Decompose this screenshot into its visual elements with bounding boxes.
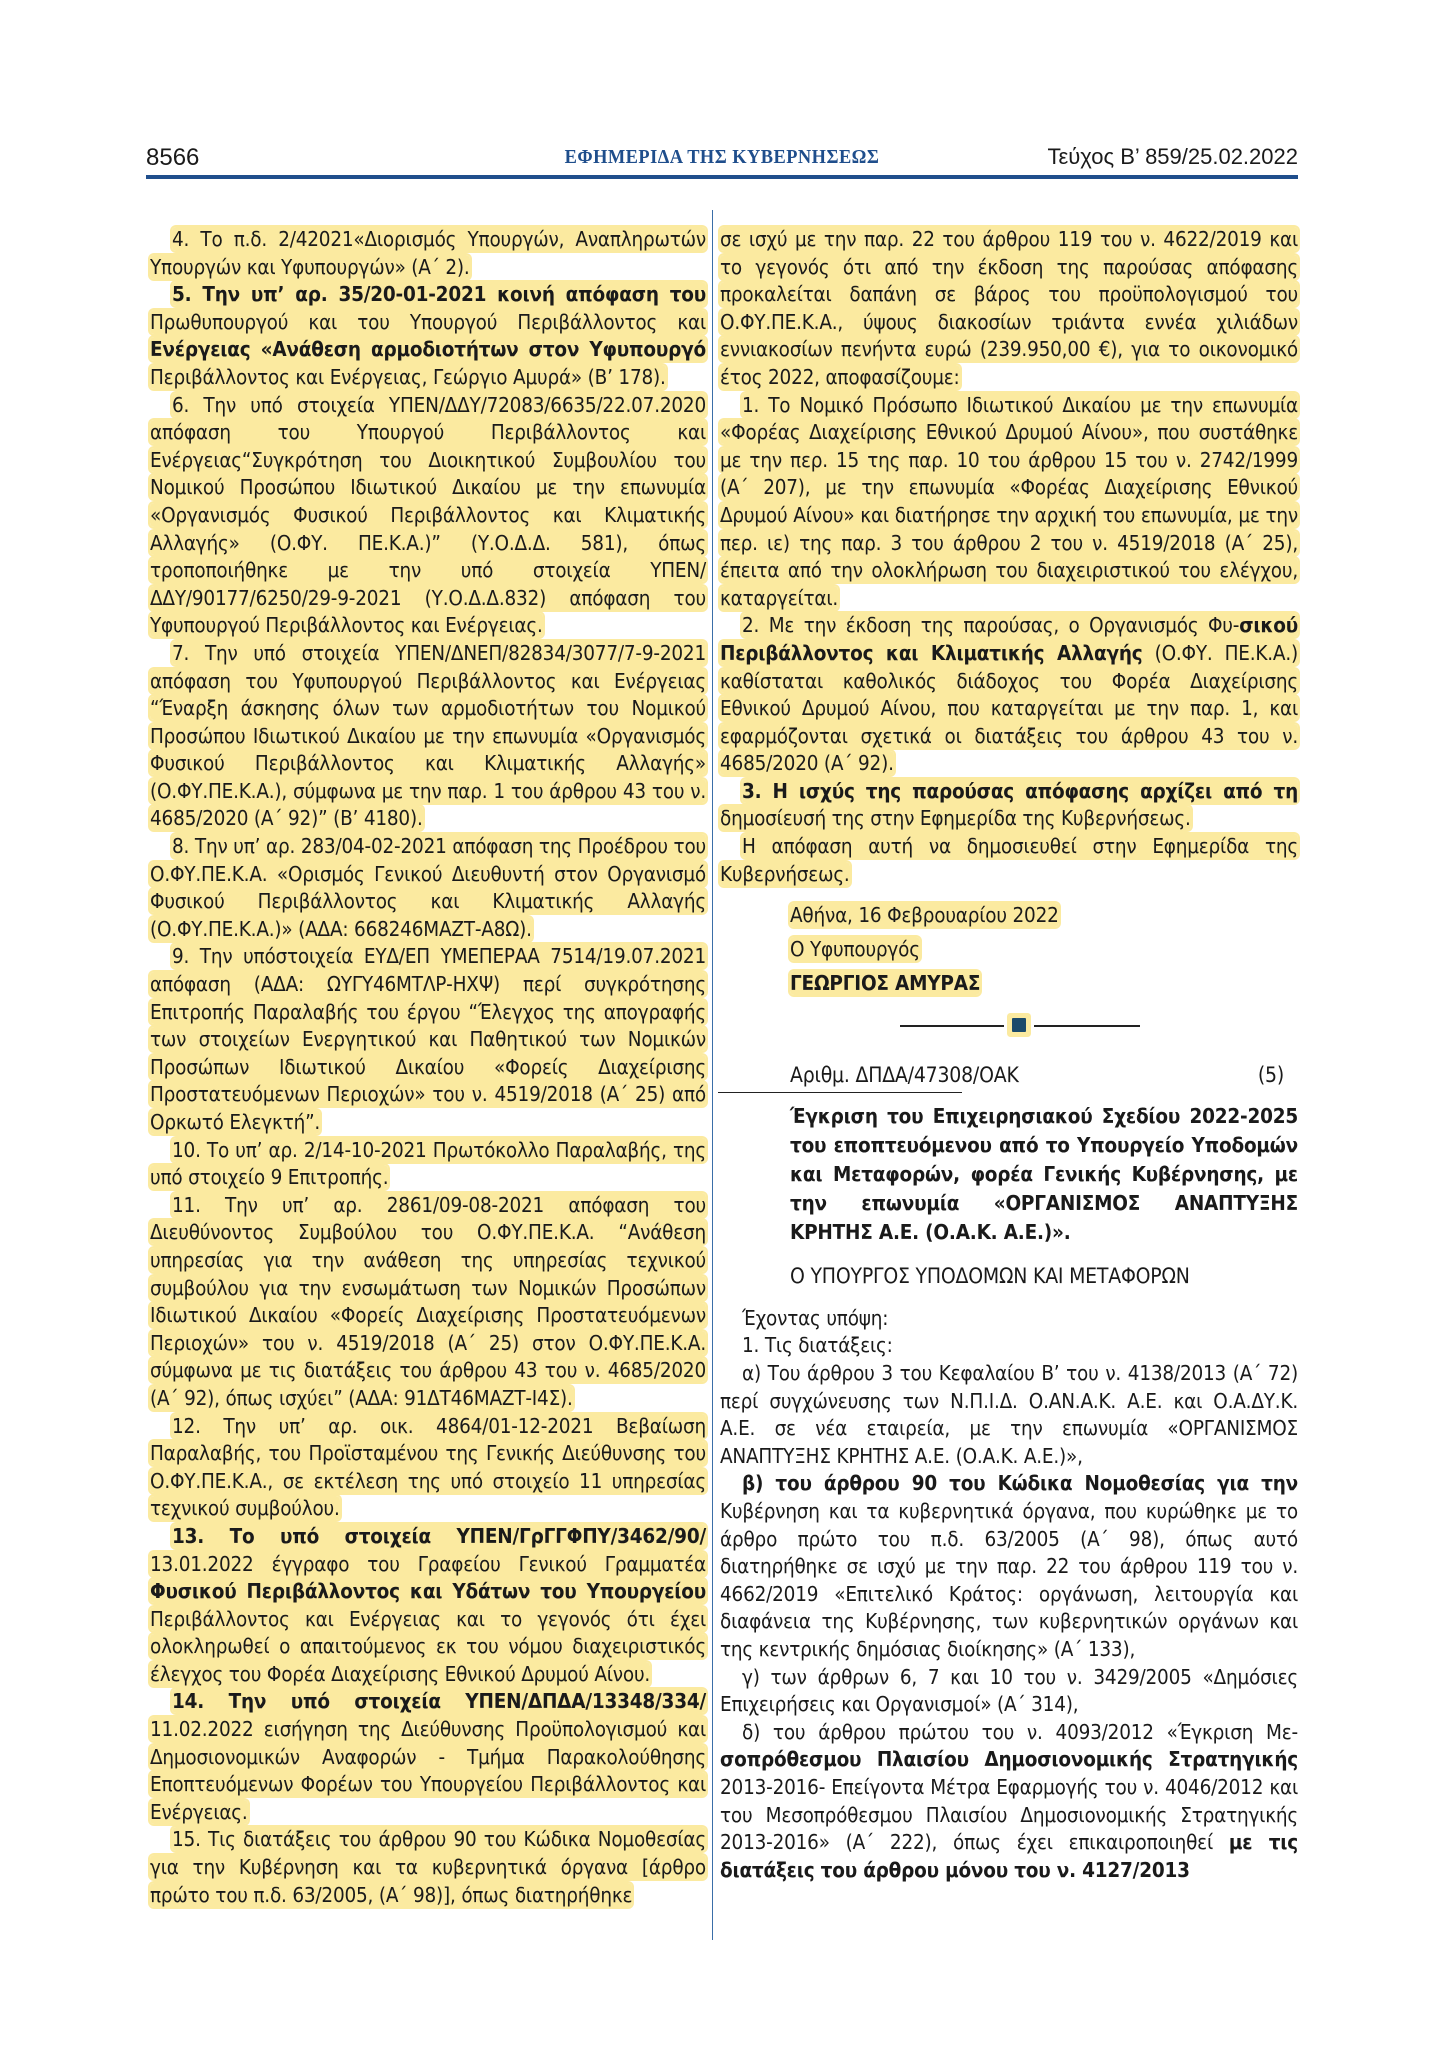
decision-number: Αριθμ. ΔΠΔΑ/47308/ΟΑΚ — [790, 1063, 1019, 1088]
paragraph-15: 15. Τις διατάξεις του άρθρου 90 του Κώδικα Νομοθεσίας για την Κυβέρνηση και τα κυβερνητικά όργανα [άρθρο πρώτο του π.δ. 63/2005, (Α΄ 98)], όπως διατηρήθηκε — [150, 1827, 706, 1907]
page-number: 8566 — [146, 144, 200, 171]
decision-underline — [718, 1092, 962, 1093]
paragraph-7: 7. Την υπό στοιχεία ΥΠΕΝ/ΔΝΕΠ/82834/3077/7-9-2021 απόφαση του Υφυπουργού Περιβάλλοντος και Ενέργειας “Έναρξη άσκησης όλων των αρμοδιοτήτων του Νομικού Προσώπου Ιδιωτικού Δικαίου με την επωνυμία «Οργανισμός Φυσικού Περιβάλλοντος και Κλιματικής Αλλαγής» (Ο.ΦΥ.ΠΕ.Κ.Α.), σύμφωνα με την παρ. 1 του άρθρου 43 του ν. 4685/2020 (Α΄ 92)” (Β’ 4180). — [150, 640, 706, 831]
paragraph-5: 5. Την υπ’ αρ. 35/20-01-2021 κοινή απόφαση του Πρωθυπουργού και του Υπουργού Περιβάλλοντος και Ενέργειας «Ανάθεση αρμοδιοτήτων στον Υφυπουργό Περιβάλλοντος και Ενέργειας, Γεώργιο Αμυρά» (Β’ 178). — [150, 282, 706, 389]
considering-c: γ) των άρθρων 6, 7 και 10 του ν. 3429/2005 «Δημόσιες Επιχειρήσεις και Οργανισμοί» (Α΄ 314), — [720, 1664, 1298, 1717]
paragraph-11: 11. Την υπ’ αρ. 2861/09-08-2021 απόφαση του Διευθύνοντος Συμβούλου του Ο.ΦΥ.ΠΕ.Κ.Α. “Ανάθεση υπηρεσίας για την ανάθεση της υπηρεσίας τεχνικού συμβούλου για την ενσωμάτωση των Νομικών Προσώπων Ιδιωτικού Δικαίου «Φορείς Διαχείρισης Προστατευόμενων Περιοχών» του ν. 4519/2018 (Α΄ 25) στον Ο.ΦΥ.ΠΕ.Κ.Α. σύμφωνα με τις διατάξεις του άρθρου 43 του ν. 4685/2020 (Α΄ 92), όπως ισχύει” (ΑΔΑ: 91ΔΤ46ΜΑΖΤ-Ι4Σ). — [150, 1192, 706, 1410]
signer-name: ΓΕΩΡΓΙΟΣ ΑΜΥΡΑΣ — [790, 971, 981, 996]
paragraph-13: 13. Το υπό στοιχεία ΥΠΕΝ/ΓρΓΓΦΠΥ/3462/90/ 13.01.2022 έγγραφο του Γραφείου Γενικού Γραμματέα Φυσικού Περιβάλλοντος και Υδάτων του Υπουργείου Περιβάλλοντος και Ενέργειας και το γεγονός ότι έχει ολοκληρωθεί ο απαιτούμενος εκ του νόμου διαχειριστικός έλεγχος του Φορέα Διαχείρισης Εθνικού Δρυμού Αίνου. — [150, 1523, 706, 1686]
section-ornament — [720, 1006, 1298, 1046]
decision-count: (5) — [1257, 1063, 1284, 1088]
signature-block — [790, 898, 1298, 1000]
considering-d: δ) του άρθρου πρώτου του ν. 4093/2012 «Έγκριση Με-σοπρόθεσμου Πλαισίου Δημοσιονομικής Στρατηγικής 2013-2016- Επείγοντα Μέτρα Εφαρμογής του ν. 4046/2012 και του Μεσοπρόθεσμου Πλαισίου Δημοσιονομικής Στρατηγικής 2013-2016» (Α΄ 222), όπως έχει επικαιροποιηθεί με τις διατάξεις του άρθρου μόνου του ν. 4127/2013 — [720, 1719, 1299, 1882]
page-header — [146, 140, 1298, 174]
publish-clause: Η απόφαση αυτή να δημοσιευθεί στην Εφημερίδα της Κυβερνήσεως. — [720, 834, 1298, 886]
decision-item-1: 1. Το Νομικό Πρόσωπο Ιδιωτικού Δικαίου με την επωνυμία «Φορέας Διαχείρισης Εθνικού Δρυμού Αίνου», που συστάθηκε με την περ. 15 της παρ. 10 του άρθρου 15 του ν. 2742/1999 (Α΄ 207), με την επωνυμία «Φορέας Διαχείρισης Εθνικού Δρυμού Αίνου» και διατήρησε την αρχική του επωνυμία, με την περ. ιε) της παρ. 3 του άρθρου 2 του ν. 4519/2018 (Α΄ 25), έπειτα από την ολοκλήρωση του διαχειριστικού του ελέγχου, καταργείται. — [720, 392, 1298, 610]
considering-b: β) του άρθρου 90 του Κώδικα Νομοθεσίας για την Κυβέρνηση και τα κυβερνητικά όργανα, που κυρώθηκε με το άρθρο πρώτο του π.δ. 63/2005 (Α΄ 98), όπως αυτό διατηρήθηκε σε ισχύ με την παρ. 22 του άρθρου 119 του ν. 4662/2019 «Επιτελικό Κράτος: οργάνωση, λειτουργία και διαφάνεια της Κυβέρνησης, των κυβερνητικών οργάνων και της κεντρικής δημόσιας διοίκησης» (Α΄ 133), — [720, 1471, 1298, 1661]
ornament-square-icon — [1012, 1018, 1026, 1032]
place-date: Αθήνα, 16 Φεβρουαρίου 2022 — [790, 903, 1059, 928]
considering-label: Έχοντας υπόψη: — [742, 1305, 889, 1330]
paragraph-14: 14. Την υπό στοιχεία ΥΠΕΝ/ΔΠΔΑ/13348/334/ 11.02.2022 εισήγηση της Διεύθυνσης Προϋπολογισμού και Δημοσιονομικών Αναφορών - Τμήμα Παρακολούθησης Εποπτευόμενων Φορέων του Υπουργείου Περιβάλλοντος και Ενέργειας. — [150, 1689, 706, 1824]
paragraph-4: 4. Το π.δ. 2/42021«Διορισμός Υπουργών, Αναπληρωτών Υπουργών και Υφυπουργών» (Α΄ 2). — [150, 227, 706, 279]
decision-item-3: 3. Η ισχύς της παρούσας απόφασης αρχίζει από τη δημοσίευσή της στην Εφημερίδα της Κυβερνήσεως. — [720, 778, 1298, 831]
paragraph-continuation: σε ισχύ με την παρ. 22 του άρθρου 119 του ν. 4622/2019 και το γεγονός ότι από την έκδοση της παρούσας απόφασης προκαλείται δαπάνη σε βάρος του προϋπολογισμού του Ο.ΦΥ.ΠΕ.Κ.Α., ύψους διακοσίων τριάντα εννέα χιλιάδων εννιακοσίων πενήντα ευρώ (239.950,00 €), για το οικονομικό έτος 2022, αποφασίζουμε: — [720, 227, 1298, 389]
paragraph-9: 9. Την υπόστοιχεία ΕΥΔ/ΕΠ ΥΜΕΠΕΡΑΑ 7514/19.07.2021 απόφαση (ΑΔΑ: ΩΥΓΥ46ΜΤΛΡ-ΗΧΨ) περί συγκρότησης Επιτροπής Παραλαβής του έργου “Έλεγχος της απογραφής των στοιχείων Ενεργητικού και Παθητικού των Νομικών Προσώπων Ιδιωτικού Δικαίου «Φορείς Διαχείρισης Προστατευόμενων Περιοχών» του ν. 4519/2018 (Α΄ 25) από Ορκωτό Ελεγκτή”. — [150, 944, 706, 1134]
paragraph-10: 10. Το υπ’ αρ. 2/14-10-2021 Πρωτόκολλο Παραλαβής, της υπό στοιχείο 9 Επιτροπής. — [150, 1137, 706, 1190]
header-rule — [146, 175, 1298, 179]
right-column — [720, 226, 1298, 1884]
paragraph-6: 6. Την υπό στοιχεία ΥΠΕΝ/ΔΔΥ/72083/6635/22.07.2020 απόφαση του Υπουργού Περιβάλλοντος και Ενέργειας“Συγκρότηση του Διοικητικού Συμβουλίου του Νομικού Προσώπου Ιδιωτικού Δικαίου με την επωνυμία «Οργανισμός Φυσικού Περιβάλλοντος και Κλιματικής Αλλαγής» (Ο.ΦΥ. ΠΕ.Κ.Α.)” (Υ.Ο.Δ.Δ. 581), όπως τροποποιήθηκε με την υπό στοιχεία ΥΠΕΝ/ΔΔΥ/90177/6250/29-9-2021 (Υ.Ο.Δ.Δ.832) απόφαση του Υφυπουργού Περιβάλλοντος και Ενέργειας. — [150, 392, 706, 638]
decision-title: Έγκριση του Επιχειρησιακού Σχεδίου 2022-2025 του εποπτευόμενου από το Υπουργείο Υποδομών και Μεταφορών, φορέα Γενικής Κυβέρνησης, με την επωνυμία «ΟΡΓΑΝΙΣΜΟΣ ΑΝΑΠΤΥΞΗΣ ΚΡΗΤΗΣ Α.Ε. (Ο.Α.Κ. Α.Ε.)». — [790, 1104, 1298, 1245]
considering-item-1: 1. Τις διατάξεις: — [742, 1333, 893, 1358]
ornament-line-right — [1034, 1025, 1140, 1027]
decision-item-2: 2. Με την έκδοση της παρούσας, ο Οργανισμός Φυ-σικού Περιβάλλοντος και Κλιματικής Αλλαγής (Ο.ΦΥ. ΠΕ.Κ.Α.) καθίσταται καθολικός διάδοχος του Φορέα Διαχείρισης Εθνικού Δρυμού Αίνου, που καταργείται με την παρ. 1, και εφαρμόζονται σχετικά οι διατάξεις του άρθρου 43 του ν. 4685/2020 (Α΄ 92). — [720, 613, 1299, 776]
decision-number-row — [720, 1062, 1298, 1092]
paragraph-8: 8. Την υπ’ αρ. 283/04-02-2021 απόφαση της Προέδρου του Ο.ΦΥ.ΠΕ.Κ.Α. «Ορισμός Γενικού Διευθυντή στον Οργανισμό Φυσικού Περιβάλλοντος και Κλιματικής Αλλαγής (Ο.ΦΥ.ΠΕ.Κ.Α.)» (ΑΔΑ: 668246ΜΑΖΤ-Α8Ω). — [150, 834, 706, 941]
considering-a: α) Του άρθρου 3 του Κεφαλαίου Β’ του ν. 4138/2013 (Α΄ 72) περί συγχώνευσης των Ν.Π.Ι.Δ. Ο.ΑΝ.Α.Κ. Α.Ε. και Ο.Α.ΔΥ.Κ. Α.Ε. σε νέα εταιρεία, με την επωνυμία «ΟΡΓΑΝΙΣΜΟΣ ΑΝΑΠΤΥΞΗΣ ΚΡΗΤΗΣ Α.Ε. (Ο.Α.Κ. Α.Ε.)», — [720, 1361, 1298, 1468]
ornament-line-left — [900, 1025, 1004, 1027]
left-column — [150, 226, 706, 1909]
signer-title: Ο Υφυπουργός — [790, 937, 920, 962]
paragraph-12: 12. Την υπ’ αρ. οικ. 4864/01-12-2021 Βεβαίωση Παραλαβής, του Προϊσταμένου της Γενικής Διεύθυνσης του Ο.ΦΥ.ΠΕ.Κ.Α., σε εκτέλεση της υπό στοιχείο 11 υπηρεσίας τεχνικού συμβούλου. — [150, 1413, 706, 1521]
column-divider — [712, 210, 713, 1940]
gazette-title: ΕΦΗΜΕΡΙΔΑ ΤΗΣ ΚΥΒΕΡΝΗΣΕΩΣ — [564, 146, 880, 168]
minister-heading: Ο ΥΠΟΥΡΓΟΣ ΥΠΟΔΟΜΩΝ ΚΑΙ ΜΕΤΑΦΟΡΩΝ — [790, 1264, 1190, 1289]
issue-label: Τεύχος Β’ 859/25.02.2022 — [1047, 144, 1298, 169]
